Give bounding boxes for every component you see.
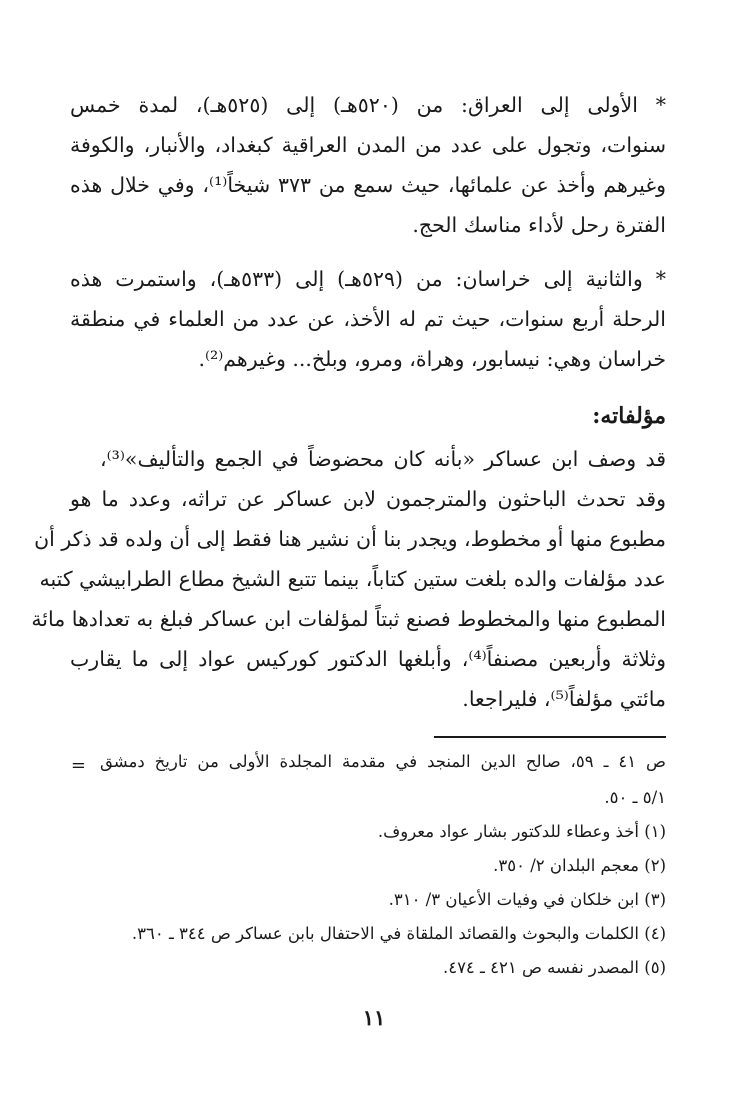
- footnote-3: (٣) ابن خلكان في وفيات الأعيان ٣/ ٣١٠.: [388, 890, 666, 909]
- footnote-5: (٥) المصدر نفسه ص ٤٢١ ـ ٤٧٤.: [442, 958, 666, 977]
- p1-line-1: * الأولى إلى العراق: من (٥٢٠هـ) إلى (٥٢٥هـ)، لمدة خمس: [70, 93, 666, 117]
- footnote-2: (٢) معجم البلدان ٢/ ٣٥٠.: [493, 856, 666, 875]
- p3-line-7: مائتي مؤلفاً⁽⁵⁾، فليراجعا.: [462, 687, 666, 711]
- p3-line-5: المطبوع منها والمخطوط فصنع ثبتاً لمؤلفات ابن عساكر فبلغ به تعدادها مائة: [31, 607, 666, 631]
- p3-line-2: وقد تحدث الباحثون والمترجمون لابن عساكر عن تراثه، وعدد ما هو: [70, 487, 666, 511]
- p3-line-6: وثلاثة وأربعين مصنفاً⁽⁴⁾، وأبلغها الدكتور كوركيس عواد إلى ما يقارب: [70, 647, 666, 671]
- page-number: ١١: [362, 1005, 386, 1030]
- footnote-rule: [434, 736, 666, 738]
- p1-line-3: وغيرهم وأخذ عن علمائها، حيث سمع من ٣٧٣ شيخاً⁽¹⁾، وفي خلال هذه: [70, 173, 666, 197]
- p1-line-4: الفترة رحل لأداء مناسك الحج.: [412, 213, 666, 237]
- footnote-1: (١) أخذ وعطاء للدكتور بشار عواد معروف.: [377, 822, 666, 841]
- footnote-continuation-marker: =: [70, 755, 86, 776]
- footnote-4: (٤) الكلمات والبحوث والقصائد الملقاة في الاحتفال بابن عساكر ص ٣٤٤ ـ ٣٦٠.: [131, 924, 666, 943]
- p3-line-1: قد وصف ابن عساكر «بأنه كان محضوضاً في الجمع والتأليف»⁽³⁾،: [100, 447, 666, 471]
- p2-line-2: الرحلة أربع سنوات، حيث تم له الأخذ، عن عدد من العلماء في منطقة: [70, 307, 666, 331]
- footnote-continuation-line-2: ٥/١ ـ ٥٠.: [604, 788, 666, 807]
- p1-line-2: سنوات، وتجول على عدد من المدن العراقية كبغداد، والأنبار، والكوفة: [70, 133, 666, 157]
- p3-line-3: مطبوع منها أو مخطوط، ويجدر بنا أن نشير هنا فقط إلى أن ولده قد ذكر أن: [34, 527, 666, 551]
- footnote-continuation-line-1: ص ٤١ ـ ٥٩، صالح الدين المنجد في مقدمة المجلدة الأولى من تاريخ دمشق: [100, 752, 666, 771]
- p3-line-4: عدد مؤلفات والده بلغت ستين كتاباً، بينما تتبع الشيخ مطاع الطرابيشي كتبه: [39, 567, 666, 591]
- p2-line-3: خراسان وهي: نيسابور، وهراة، ومرو، وبلخ... وغيرهم⁽²⁾.: [198, 347, 666, 371]
- section-heading: مؤلفاته:: [592, 403, 666, 429]
- p2-line-1: * والثانية إلى خراسان: من (٥٢٩هـ) إلى (٥٣٣هـ)، واستمرت هذه: [70, 267, 666, 291]
